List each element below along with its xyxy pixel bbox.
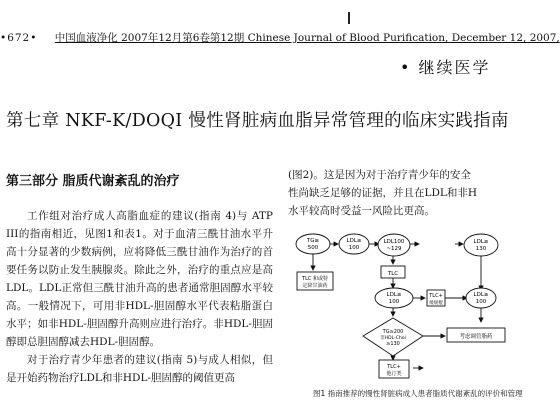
svg-text:定降甘油药: 定降甘油药 xyxy=(302,283,328,289)
page-number: •672• xyxy=(0,32,38,44)
svg-text:100: 100 xyxy=(348,245,360,251)
flow-box-ldl130 xyxy=(464,234,498,256)
flow-box-ldl100-c xyxy=(466,288,496,308)
flow-box-ldl100-129 xyxy=(378,234,410,256)
right-text-line: 性尚缺乏足够的证据，并且在LDL和非H xyxy=(288,187,478,199)
flow-box-ldl100-b xyxy=(375,288,413,308)
svg-text:考虑调管脂药: 考虑调管脂药 xyxy=(459,334,493,340)
journal-citation: 中国血液净化 2007年12月第6卷第12期 Chinese Journal of Blood Purification, December 12, 2007, xyxy=(54,32,560,44)
flow-box-consider-drugs xyxy=(447,328,505,342)
flow-box-ldl100 xyxy=(339,234,369,254)
svg-text:TG≥200: TG≥200 xyxy=(382,329,404,335)
management-flowchart xyxy=(295,232,508,382)
left-column-body xyxy=(6,207,273,387)
section-tag: • 继续医学 xyxy=(400,58,491,77)
running-header xyxy=(0,30,560,45)
body-paragraph: 工作组对治疗成人高脂血症的建议(指南 4)与 ATP III的指南相近，见图1和表1。对于血清三酰甘油水平升高十分显著的少数病例，应将降低三酰甘油作为治疗的首要任务以防止发生胰腺炎。除此之外，治疗的重点应是高LDL。LDL正常但三酰甘油升高的患者通常胆固醇水平较高。一般情况下，可用非HDL-胆固醇水平代表粘脂蛋白水平；如非HDL-胆固醇升高则应进行治疗。非HDL-胆固醇即总胆固醇减去HDL-胆固醇。 xyxy=(6,210,273,348)
flow-box-tg500 xyxy=(296,234,330,254)
svg-text:500: 500 xyxy=(307,245,319,251)
flow-box-tlc-fibrate xyxy=(297,272,333,290)
right-text-line: 水平较高时受益一风险比更高。 xyxy=(288,205,435,217)
svg-text:非HDL-Chol: 非HDL-Chol xyxy=(380,336,406,341)
svg-text:100: 100 xyxy=(475,299,487,305)
svg-text:TLC+: TLC+ xyxy=(429,293,443,299)
svg-text:100: 100 xyxy=(388,299,400,305)
body-paragraph: 对于治疗青少年患者的建议(指南 5)与成人相似，但是开始药物治疗LDL和非HDL-胆固醇的阈值更高 xyxy=(6,354,273,384)
svg-text:≥130: ≥130 xyxy=(386,341,400,347)
part-title: 第三部分 脂质代谢紊乱的治疗 xyxy=(6,174,180,189)
svg-text:LDL≥: LDL≥ xyxy=(473,292,489,298)
svg-text:130: 130 xyxy=(475,246,487,252)
svg-text:TLC+: TLC+ xyxy=(387,364,401,370)
svg-text:他汀类: 他汀类 xyxy=(386,371,402,377)
svg-text:缓缓棍: 缓缓棍 xyxy=(429,301,443,306)
svg-text:TLC 和或特: TLC 和或特 xyxy=(302,276,328,282)
ink-mark xyxy=(348,12,350,24)
flow-box-tlc-statin xyxy=(379,360,409,378)
svg-text:TLC: TLC xyxy=(387,271,399,277)
svg-text:~129: ~129 xyxy=(386,246,402,252)
flow-diamond-tg200 xyxy=(363,318,423,356)
figure-caption: 图1 指南推荐的慢性肾脏病成人患者脂质代谢紊乱的评价和管理 xyxy=(313,389,523,398)
flow-box-tlc-plus xyxy=(427,290,445,306)
svg-text:LDL≥: LDL≥ xyxy=(386,292,402,298)
svg-text:LDL≥: LDL≥ xyxy=(346,238,362,244)
svg-text:TG≥: TG≥ xyxy=(306,238,320,244)
flow-box-tlc xyxy=(381,266,405,278)
right-column-text xyxy=(288,166,518,220)
chapter-title: 第七章 NKF-K/DOQI 慢性肾脏病血脂异常管理的临床实践指南 xyxy=(6,111,509,131)
right-text-line: (图2)。这是因为对于治疗青少年的安全 xyxy=(288,169,471,181)
svg-text:LDL≥: LDL≥ xyxy=(473,239,489,245)
svg-text:LDL100: LDL100 xyxy=(383,239,405,245)
